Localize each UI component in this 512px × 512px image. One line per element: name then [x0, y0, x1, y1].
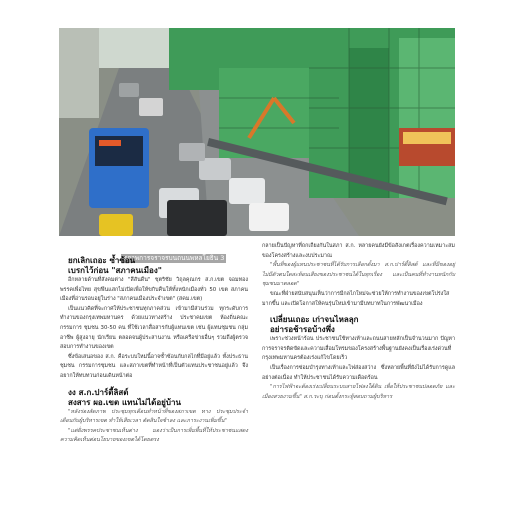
right-headline-line-1: เปลี่ยนเถอะ เก่าจนไหลลุก	[270, 315, 359, 325]
right-paragraph-4: เป็นเรื่องการซ่อมบำรุงทางเท้าและไฟส่องสว่าง ซึ่งหลายพื้นที่ยังไม่ได้รับการดูแลอย่างต่อเนื่อง ทำให้ประชาชนได้รับความเดือดร้อน	[262, 364, 455, 381]
headline-2: งง ส.ก.ปาร์ตี้ลิสต์	[68, 387, 129, 397]
right-paragraph-2: ขณะที่ฝ่ายสนับสนุนเห็นว่าการมีกลไกใหม่จะช่วยให้การทำงานของเขตโปร่งใสมากขึ้น และเปิดโอกาสให้คนรุ่นใหม่เข้ามามีบทบาทในการพัฒนาเมือง	[262, 290, 450, 307]
right-quote-1: "พื้นที่ของผู้แทนประชาชนที่ได้รับการเลือกตั้งมา ส.ก.ปาร์ตี้ลิสต์ และที่มีของอยู่ไม่มีตัวตนใดสะท้อนเสียงของประชาชนได้ในทุกเรื่อง และเป็นคนที่ทำงานหนักกับชุมชนมาตลอด"	[262, 262, 455, 288]
left-paragraph-2: เป็นแนวคิดที่จะกาศให้ประชาชนทุกภาคส่วน เข้ามามีส่วนร่วม ทุกระดับการทำงานของกรุงเทพมหานคร ด้วยแนวทางสร้าง ประชาคมเขต ห้องถิ่นคณะกรรมการ ชุมชน 30-50 คน ที่ใช้เวลาสื่อสารกับผู้แทนเขต เช่น ผู้แทนชุมชน กลุ่มอาชีพ ผู้สูงอายุ นักเรียน ตลอดจนผู้ประสานงาน หรือเครือข่ายอื่นๆ รวมถึงผู้ตรวจสอบการทำงานของเขต	[60, 305, 248, 351]
right-paragraph-3: เพราะช่วงหน้าร้อน ประชาชนใช้ทางเท้าและถนนสายหลักเป็นจำนวนมาก ปัญหาการจราจรติดขัดและความเสื่อมโทรมของโครงสร้างพื้นฐานยังคงเป็นเรื่องเร่งด่วนที่กรุงเทพมหานครต้องเร่งแก้ไขโดยเร็ว	[262, 336, 455, 362]
headline-3: สงสาร ผอ.เขต แทนไม่ได้อยู่บ้าน	[68, 397, 181, 407]
left-quote-2: "แต่ฝั่งพรรคประชาชนเห็นต่าง มองว่าเป็นการเพิ่มพื้นที่ให้ประชาชนแสดงความคิดเห็นต่อนโยบายของเขตได้โดยตรง	[60, 427, 248, 444]
left-column	[60, 256, 248, 506]
headline-1-line-2: เบรกไว้ก่อน "สภาคนเมือง"	[68, 266, 162, 275]
left-paragraph-1: อีกหลายด้านที่สังคมต่าง "สีสันดีน" ชุตริชัย วิถุลคุณกร ส.ก.เขต จอมทอง พรรคเพื่อไทย สุขฟีนแสกไม่เปิดเพื่อให้ขกิบคืนให้ทั้งหนักเมืองทั่ว 50 เขต สภาคนเมืองที่อ่านรอบอยู่ในร่าง "สภาคนเมืองประจำเขต" (สคม.เขต)	[60, 277, 248, 303]
left-paragraph-3: ซึ่งข้อเสนอของ ส.ก. คือระบบใหม่นี้อาจซ้ำซ้อนกับกลไกที่มีอยู่แล้ว ทั้งประธานชุมชน กรรมการชุมชน และสภาเขตที่ทำหน้าที่เป็นตัวแทนประชาชนอยู่แล้ว จึงอยากให้ทบทวนก่อนเดินหน้าต่อ	[60, 353, 248, 379]
headline-1-line-1: ยกเลิกเถอะ ซ้ำซ้อน	[68, 256, 136, 265]
photo-caption: สภาพการจราจรบนถนนพหลโยธิน 3	[123, 254, 225, 262]
left-quote-1: "หลังร่องสัดภาพ ประชุมทุกเดือนทำหน้าที่ของสภาเขต ทาง ประชุมประจำเดือนกับผู้บริหารเขต ทำให้เสียเวลา ตัดสินใจช้าลง และภาระงานเพิ่มขึ้น"	[60, 408, 248, 425]
right-quote-2: "การไฟฟ้าจะต้องเร่งเปลี่ยนระบบสายไฟลงใต้ดิน เพื่อให้ประชาชนปลอดภัย และเมืองสวยงามขึ้น" ส.ก.ระบุ ก่อนตั้งกระทู้สอบถามผู้บริหาร	[262, 384, 455, 400]
traffic-scene-illustration	[59, 28, 455, 236]
right-headline-line-2: อย่ารอช้ารอบ้างพึ่ง	[270, 325, 335, 335]
right-paragraph-1: กลายเป็นปัญหาที่ถกเถียงกันในสภา ส.ก. หลายคนยังมีข้อสังเกตเรื่องความเหมาะสมของโครงสร้างและงบประมาณ	[262, 243, 455, 259]
right-column	[262, 242, 455, 506]
